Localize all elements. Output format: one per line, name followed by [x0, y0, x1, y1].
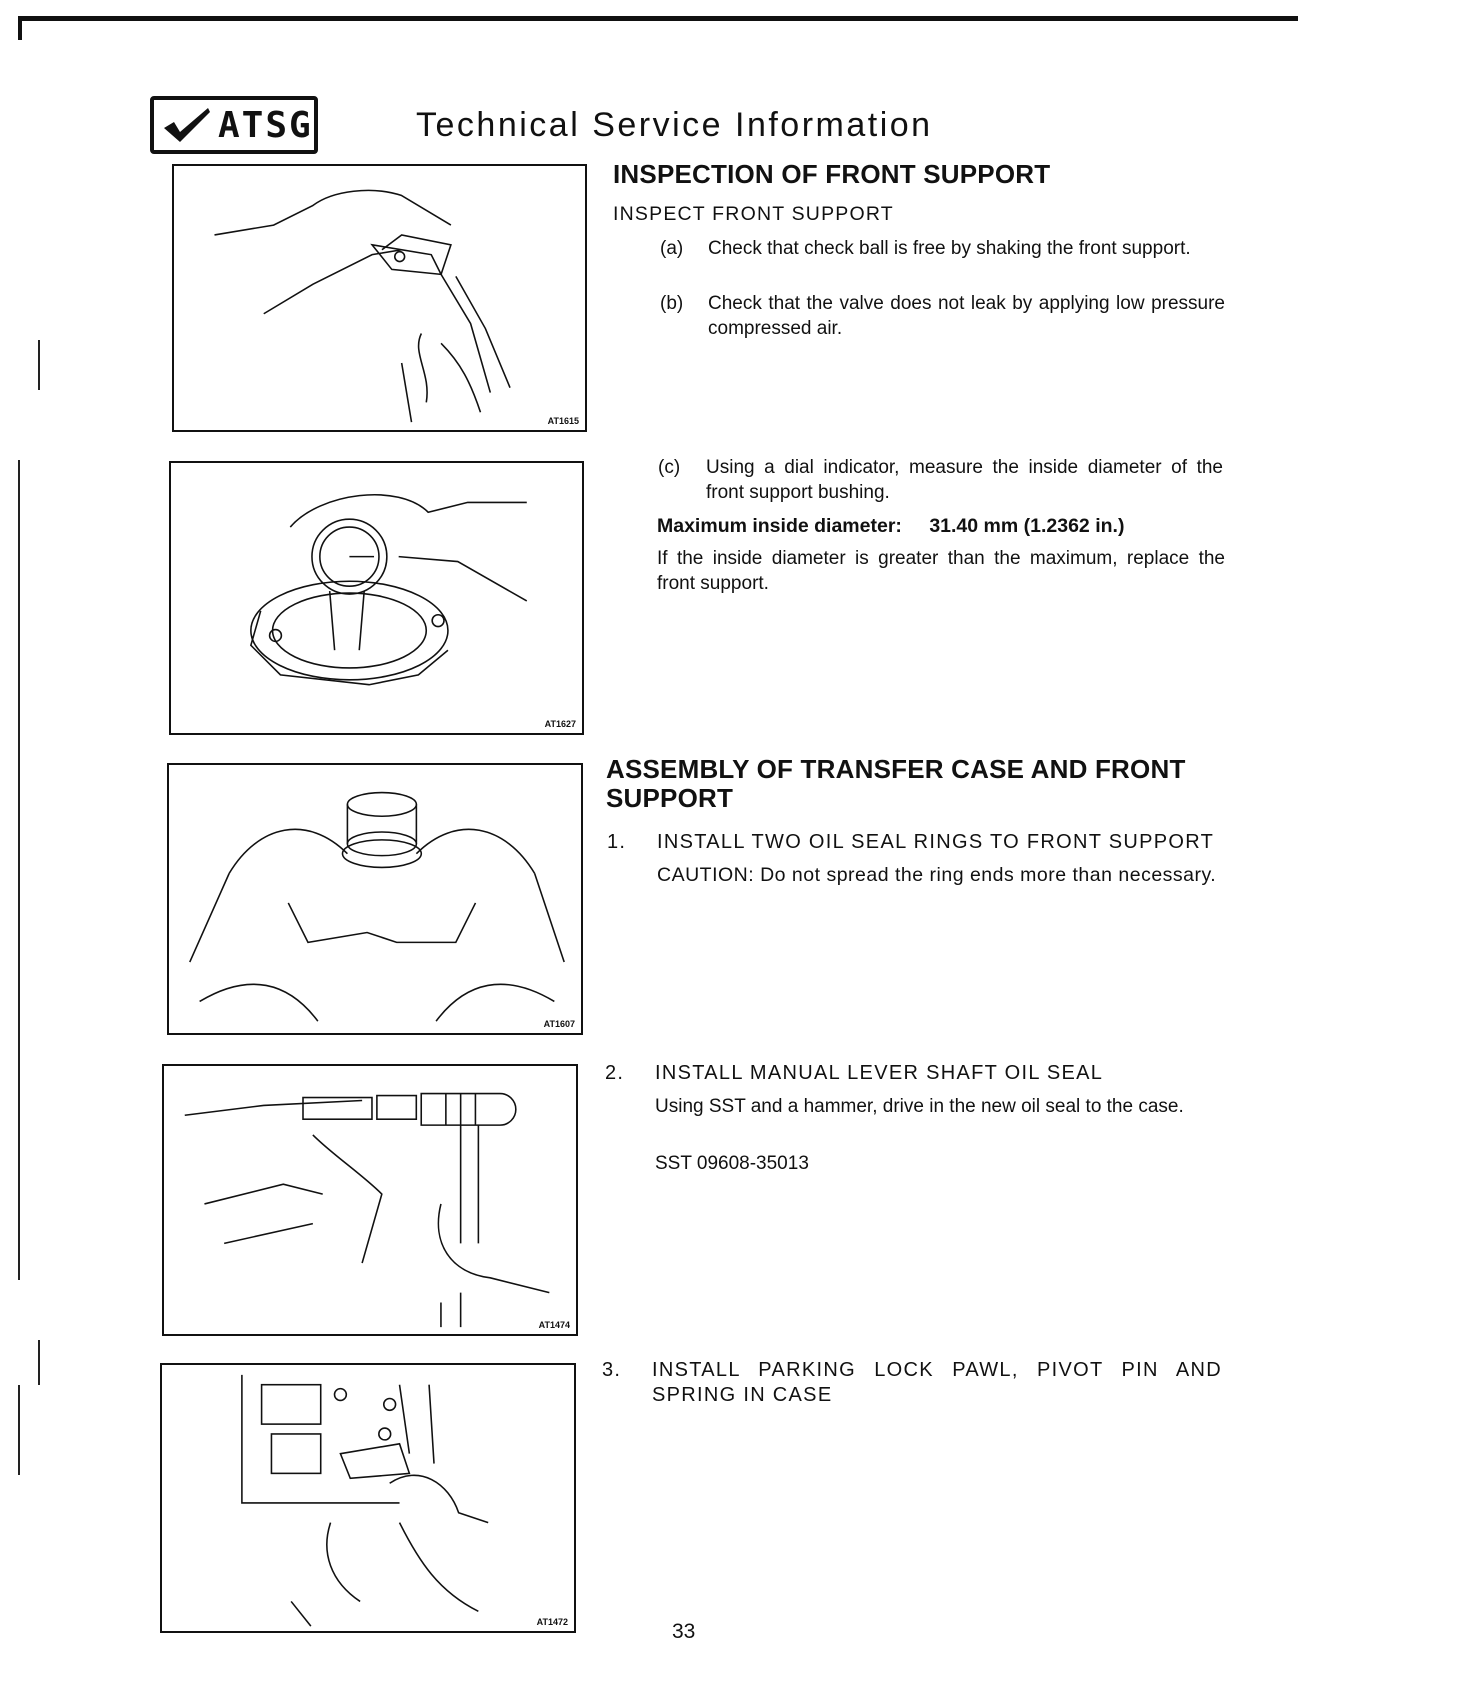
item-label: (a) [660, 238, 684, 259]
step-number: 1. [607, 831, 627, 853]
margin-mark [38, 1340, 40, 1385]
item-text: Check that check ball is free by shaking the front support. [708, 238, 1191, 259]
replace-note: If the inside diameter is greater than the maximum, replace the front support. [657, 548, 1225, 594]
item-text: Using a dial indicator, measure the inside diameter of the front support bushing. [706, 457, 1223, 503]
step-3 [602, 1358, 1222, 1408]
figure-code: AT1474 [538, 1320, 570, 1330]
item-text: Check that the valve does not leak by applying low pressure compressed air. [708, 293, 1225, 339]
logo-text: ATSG [218, 104, 313, 146]
figure-code: AT1615 [547, 416, 579, 426]
step-2 [605, 1061, 1225, 1086]
step-1-caution: CAUTION: Do not spread the ring ends more than necessary. [657, 864, 1217, 886]
margin-mark [18, 1385, 20, 1475]
atsg-logo [150, 96, 318, 154]
spec-value: 31.40 mm (1.2362 in.) [929, 515, 1125, 537]
step-title: INSTALL TWO OIL SEAL RINGS TO FRONT SUPPORT [657, 831, 1215, 853]
checkmark-icon [160, 104, 212, 146]
section-title-assembly: ASSEMBLY OF TRANSFER CASE AND FRONT SUPPORT [606, 754, 1186, 813]
top-rule [18, 16, 1298, 21]
spec-label: Maximum inside diameter: [657, 515, 902, 537]
subsection-title: INSPECT FRONT SUPPORT [613, 203, 894, 225]
margin-mark [38, 340, 40, 390]
step-number: 2. [605, 1062, 625, 1084]
spec-line [657, 514, 1237, 539]
page-header-title: Technical Service Information [416, 106, 933, 144]
figure-code: AT1472 [536, 1617, 568, 1627]
step-title: INSTALL PARKING LOCK PAWL, PIVOT PIN AND SPRING IN CASE [652, 1359, 1222, 1406]
step-1 [607, 830, 1227, 855]
item-label: (c) [658, 457, 681, 478]
section-title-inspection: INSPECTION OF FRONT SUPPORT [613, 159, 1051, 189]
figure-oil-seal-rings [167, 763, 583, 1035]
figure-front-support-check-ball [172, 164, 587, 432]
margin-mark [18, 460, 20, 1280]
step-2-instructions: Using SST and a hammer, drive in the new oil seal to the case. [655, 1096, 1184, 1117]
list-item-a [660, 236, 1225, 261]
list-item-c [658, 455, 1223, 505]
figure-code: AT1627 [544, 719, 576, 729]
step-number: 3. [602, 1359, 622, 1381]
figure-parking-lock-pawl [160, 1363, 576, 1633]
figure-manual-lever-seal [162, 1064, 578, 1336]
page-number: 33 [672, 1620, 696, 1643]
top-rule-hook [18, 16, 22, 40]
step-2-sst: SST 09608-35013 [655, 1153, 809, 1174]
item-label: (b) [660, 293, 684, 314]
step-title: INSTALL MANUAL LEVER SHAFT OIL SEAL [655, 1062, 1104, 1084]
figure-code: AT1607 [543, 1019, 575, 1029]
figure-dial-indicator [169, 461, 584, 735]
list-item-b [660, 291, 1225, 341]
